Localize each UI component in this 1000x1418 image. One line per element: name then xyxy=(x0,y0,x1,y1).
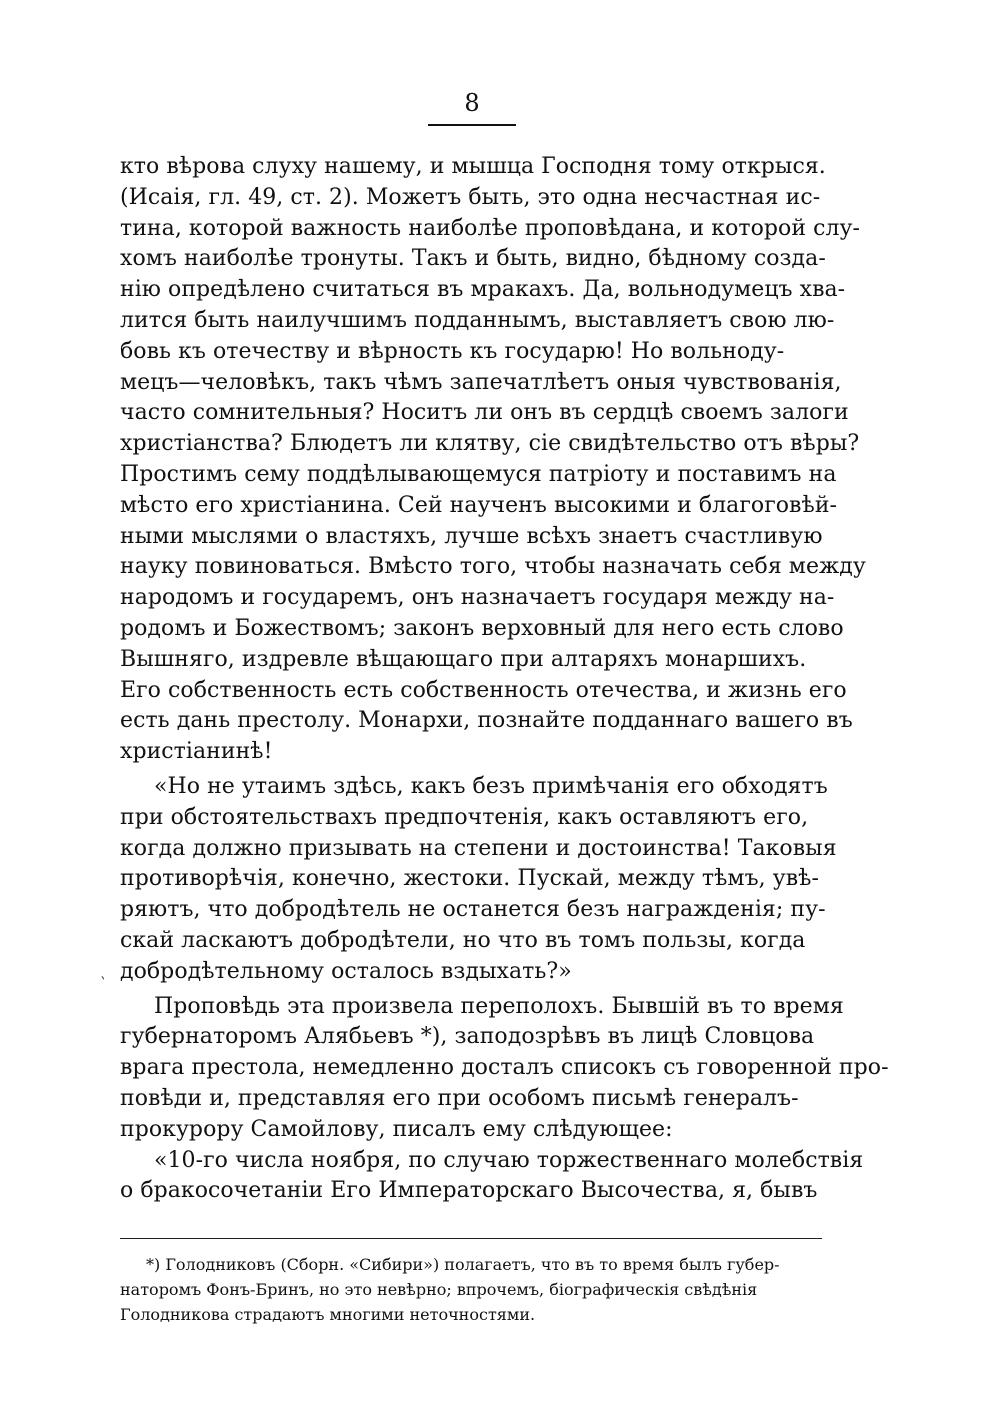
text-line: родомъ и Божествомъ; законъ верховный для него есть слово xyxy=(120,615,844,641)
footnote-line: наторомъ Фонъ-Бринъ, но это невѣрно; впрочемъ, біографическія свѣдѣнія xyxy=(120,1280,758,1299)
text-line: врага престола, немедленно досталъ списокъ съ говоренной про- xyxy=(120,1055,889,1081)
text-line: скай ласкаютъ добродѣтели, но что въ томъ пользы, когда xyxy=(120,927,806,953)
text-line: Простимъ сему поддѣлывающемуся патріоту и поставимъ на xyxy=(120,461,837,487)
text-line: повѣди и, представляя его при особомъ письмѣ генералъ- xyxy=(120,1085,799,1111)
footnote-line: *) Голодниковъ (Сборн. «Сибири») полагаетъ, что въ то время былъ губер- xyxy=(146,1255,780,1274)
page-number-rule xyxy=(428,124,516,126)
text-line: лится быть наилучшимъ подданнымъ, выставляетъ свою лю- xyxy=(120,307,835,333)
text-line: «Но не утаимъ здѣсь, какъ безъ примѣчанія его обходятъ xyxy=(154,773,828,799)
text-line: христіанинѣ! xyxy=(120,739,273,765)
text-line: ными мыслями о властяхъ, лучше всѣхъ знаетъ счастливую xyxy=(120,523,823,549)
text-line: при обстоятельствахъ предпочтенія, какъ оставляютъ его, xyxy=(120,804,809,830)
text-line: есть дань престолу. Монархи, познайте подданнаго вашего въ xyxy=(120,708,853,734)
text-line: науку повиноваться. Вмѣсто того, чтобы назначать себя между xyxy=(120,554,866,580)
text-line: христіанства? Блюдетъ ли клятву, сіе свидѣтельство отъ вѣры? xyxy=(120,431,860,457)
text-line: народомъ и государемъ, онъ назначаетъ государя между на- xyxy=(120,585,835,611)
footnote xyxy=(120,1252,822,1327)
text-line: тина, которой важность наиболѣе проповѣдана, и которой слу- xyxy=(120,215,860,241)
text-line: хомъ наиболѣе тронуты. Такъ и быть, видно, бѣдному созда- xyxy=(120,246,826,272)
text-line: бовь къ отечеству и вѣрность къ государю! Но вольноду- xyxy=(120,338,785,364)
text-line: когда должно призывать на степени и достоинства! Таковыя xyxy=(120,835,837,861)
text-line: «10-го числа ноября, по случаю торжественнаго молебствія xyxy=(154,1147,864,1173)
page-number: 8 xyxy=(464,89,480,117)
footnote-rule xyxy=(120,1238,822,1239)
margin-mark: ‵ xyxy=(101,973,105,992)
text-line: мѣсто его христіанина. Сей наученъ высокими и благоговѣй- xyxy=(120,492,838,518)
footnote-line: Голодникова страдаютъ многими неточностями. xyxy=(120,1305,536,1324)
text-line: ряютъ, что добродѣтель не останется безъ награжденія; пу- xyxy=(120,897,826,923)
text-line: о бракосочетаніи Его Императорскаго Высочества, я, бывъ xyxy=(120,1178,818,1204)
text-line: часто сомнительныя? Носитъ ли онъ въ сердцѣ своемъ залоги xyxy=(120,400,849,426)
text-line: противорѣчія, конечно, жестоки. Пускай, между тѣмъ, увѣ- xyxy=(120,866,819,892)
text-line: Вышняго, издревле вѣщающаго при алтаряхъ монаршихъ. xyxy=(120,646,807,672)
text-line: кто вѣрова слуху нашему, и мышца Господня тому открыся. xyxy=(120,154,826,179)
text-line: (Исаія, гл. 49, ст. 2). Можетъ быть, это одна несчастная ис- xyxy=(120,184,821,210)
text-line: прокурору Самойлову, писалъ ему слѣдующее: xyxy=(120,1116,673,1142)
text-line: Проповѣдь эта произвела переполохъ. Бывшій въ то время xyxy=(154,993,844,1019)
text-line: мецъ—человѣкъ, такъ чѣмъ запечатлѣетъ оныя чувствованія, xyxy=(120,369,842,395)
text-line: добродѣтельному осталось вздыхать?» xyxy=(120,958,572,984)
text-line: Его собственность есть собственность отечества, и жизнь его xyxy=(120,677,847,703)
text-line: нію опредѣлено считаться въ мракахъ. Да, вольнодумецъ хва- xyxy=(120,277,846,303)
text-line: губернаторомъ Алябьевъ *), заподозрѣвъ въ лицѣ Словцова xyxy=(120,1024,815,1050)
main-text xyxy=(120,152,889,1207)
